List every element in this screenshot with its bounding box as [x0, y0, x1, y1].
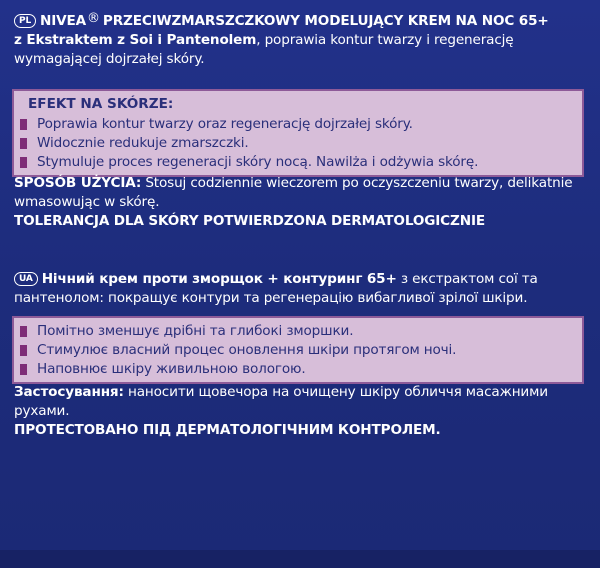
pl-effect-item [20, 153, 582, 172]
brand-name: NIVEA [40, 13, 87, 29]
pl-usage-text [14, 174, 588, 212]
pl-effect-text: Poprawia kontur twarzy oraz regenerację dojrzałej skóry. [37, 116, 413, 132]
bullet-marker [20, 326, 27, 337]
ua-language-badge: UA [14, 272, 38, 286]
pl-usage-label: SPOSÓB UŻYCIA: [14, 175, 142, 191]
pl-effect-item [20, 134, 582, 153]
pl-title-line [14, 9, 588, 31]
ua-effect-item [20, 341, 582, 360]
ua-effect-box [12, 316, 584, 384]
ua-tested-note: ПРОТЕСТОВАНО ПІД ДЕРМАТОЛОГІЧНИМ КОНТРОЛЕМ. [14, 422, 441, 438]
pl-intro [14, 9, 588, 69]
pl-usage [14, 174, 588, 231]
pl-effect-text: Widocznie redukuje zmarszczki. [37, 135, 249, 151]
ua-usage-body: наносити щовечора на очищену шкіру обличчя масажними рухами. [14, 384, 548, 419]
pl-effect-box [12, 89, 584, 177]
pl-usage-body: Stosuj codziennie wieczorem po oczyszczeniu twarzy, delikatnie wmasowując w skórę. [14, 175, 573, 210]
ua-title-rest: з екстрактом сої та пантенолом: покращує контури та регенерацію вибагливої зрілої шкіри. [14, 271, 538, 306]
pl-subtitle [14, 31, 588, 69]
ua-usage-label: Застосування: [14, 384, 124, 400]
ua-title [14, 270, 588, 308]
ua-effect-text: Наповнює шкіру живильною вологою. [37, 361, 306, 377]
bullet-marker [20, 157, 27, 168]
ua-effect-text: Помітно зменшує дрібні та глибокі зморшки. [37, 323, 354, 339]
ua-title-bold: Нічний крем проти зморщок + контуринг 65+ [41, 271, 397, 287]
registered-mark: ® [87, 11, 100, 26]
pl-tolerance-note: TOLERANCJA DLA SKÓRY POTWIERDZONA DERMATOLOGICZNIE [14, 213, 485, 229]
bottom-strip [0, 550, 600, 568]
ua-effect-item [20, 360, 582, 379]
pl-effect-text: Stymuluje proces regeneracji skóry nocą. Nawilża i odżywia skórę. [37, 154, 479, 170]
pl-effect-item [20, 115, 582, 134]
pl-effect-heading: EFEKT NA SKÓRZE: [28, 96, 174, 112]
ua-usage-text [14, 383, 588, 421]
pl-product-title: PRZECIWZMARSZCZKOWY MODELUJĄCY KREM NA NOC 65+ [102, 13, 549, 29]
pl-language-badge: PL [14, 14, 36, 28]
bullet-marker [20, 364, 27, 375]
ua-usage [14, 383, 588, 440]
bullet-marker [20, 119, 27, 130]
bullet-marker [20, 138, 27, 149]
ua-intro [14, 270, 588, 308]
ua-effect-text: Стимулює власний процес оновлення шкіри протягом ночі. [37, 342, 457, 358]
bullet-marker [20, 345, 27, 356]
pl-subtitle-bold: z Ekstraktem z Soi i Pantenolem [14, 32, 257, 48]
pl-subtitle-rest: , poprawia kontur twarzy i regenerację wymagającej dojrzałej skóry. [14, 32, 514, 67]
ua-effect-item [20, 322, 582, 341]
